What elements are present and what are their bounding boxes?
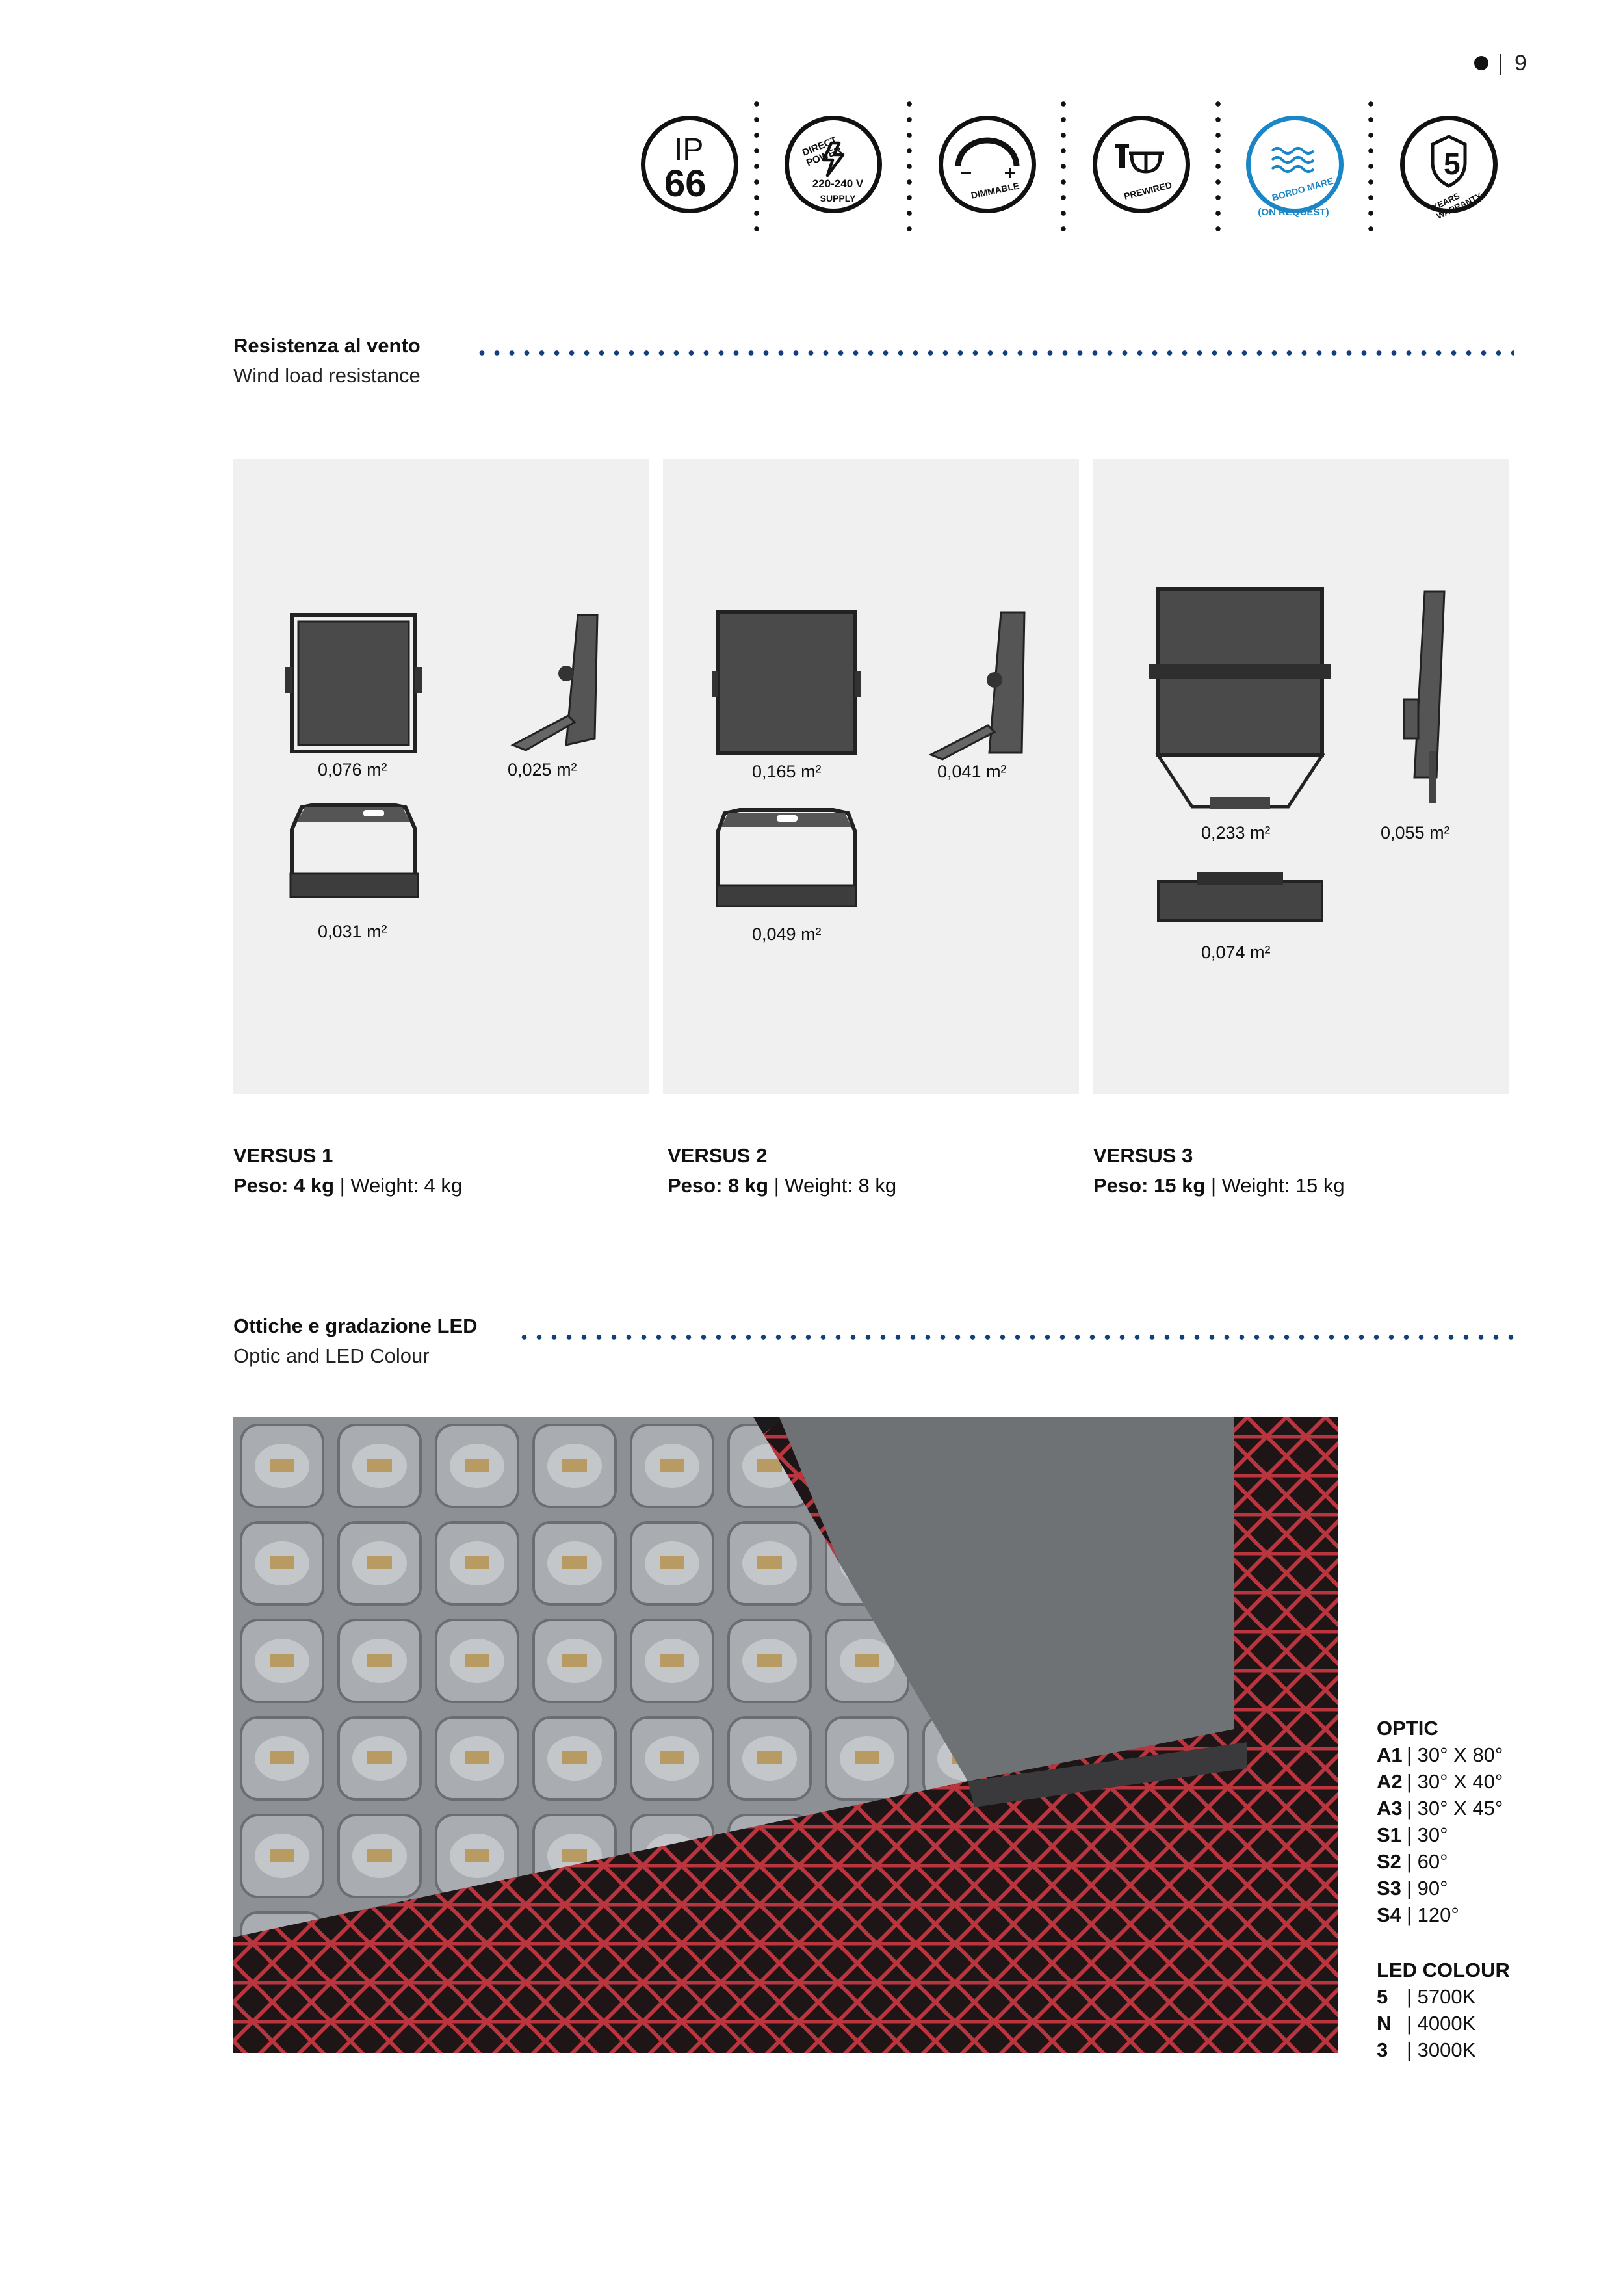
optic-list bbox=[1377, 1715, 1503, 1928]
badge-divider bbox=[1215, 96, 1221, 233]
dimmable-label: DIMMABLE bbox=[970, 180, 1020, 201]
ip66-badge-icon bbox=[641, 116, 738, 213]
led-colour-list bbox=[1377, 1957, 1510, 2063]
badge-divider bbox=[754, 96, 759, 233]
wind-dotted-rule bbox=[474, 350, 1514, 356]
optic-item: A2 | 30° X 40° bbox=[1377, 1770, 1503, 1793]
peso-label: Peso: 15 kg bbox=[1093, 1174, 1206, 1197]
power-top-label: DIRECT POWER bbox=[800, 135, 844, 169]
page-separator: | bbox=[1498, 51, 1503, 75]
dimmable-badge-icon bbox=[939, 116, 1036, 213]
front-area: 0,233 m² bbox=[1201, 823, 1271, 842]
led-colour-item: N | 4000K bbox=[1377, 2012, 1476, 2035]
warranty-number: 5 bbox=[1444, 147, 1461, 181]
versus-2-drawing-panel bbox=[663, 459, 1079, 1094]
weight-label: | Weight: 8 kg bbox=[773, 1174, 897, 1197]
product-name: VERSUS 2 bbox=[668, 1144, 768, 1167]
product-name: VERSUS 3 bbox=[1093, 1144, 1193, 1167]
optic-item: S1 | 30° bbox=[1377, 1823, 1448, 1846]
bordo-mare-badge-icon bbox=[1246, 116, 1344, 213]
optic-item: S4 | 120° bbox=[1377, 1903, 1459, 1926]
side-area: 0,025 m² bbox=[508, 760, 577, 779]
wind-title-it: Resistenza al vento bbox=[233, 334, 421, 357]
product-weight bbox=[668, 1174, 896, 1197]
badge-divider bbox=[907, 96, 912, 233]
power-voltage: 220-240 V bbox=[812, 177, 864, 190]
bottom-area: 0,049 m² bbox=[752, 924, 822, 944]
badge-divider bbox=[1061, 96, 1066, 233]
led-module-photo bbox=[233, 1417, 1338, 2053]
weight-label: | Weight: 4 kg bbox=[339, 1174, 463, 1197]
bordo-label: BORDO MARE bbox=[1271, 175, 1334, 203]
weight-label: | Weight: 15 kg bbox=[1210, 1174, 1345, 1197]
product-weight bbox=[233, 1174, 462, 1197]
optics-title-it: Ottiche e gradazione LED bbox=[233, 1314, 478, 1337]
led-colour-item: 3 | 3000K bbox=[1377, 2039, 1476, 2061]
warranty-label: YEARS WARRANTY bbox=[1431, 190, 1483, 222]
front-area: 0,165 m² bbox=[752, 762, 822, 781]
optics-dotted-rule bbox=[517, 1335, 1514, 1340]
peso-label: Peso: 4 kg bbox=[233, 1174, 335, 1197]
optic-item: S2 | 60° bbox=[1377, 1850, 1448, 1873]
bordo-note: (ON REQUEST) bbox=[1258, 207, 1329, 218]
versus-1-drawing-panel bbox=[233, 459, 649, 1094]
warranty-badge-icon bbox=[1400, 116, 1498, 222]
front-area: 0,076 m² bbox=[318, 760, 387, 779]
ip-label: IP bbox=[674, 133, 704, 167]
side-area: 0,041 m² bbox=[937, 762, 1007, 781]
page-bullet-icon bbox=[1474, 56, 1488, 70]
prewired-badge-icon bbox=[1093, 116, 1190, 213]
optic-item: S3 | 90° bbox=[1377, 1877, 1448, 1899]
power-bottom-label: SUPPLY bbox=[820, 193, 856, 203]
direct-power-badge-icon bbox=[785, 116, 882, 213]
side-area: 0,055 m² bbox=[1381, 823, 1450, 842]
product-name: VERSUS 1 bbox=[233, 1144, 333, 1167]
led-colour-title: LED COLOUR bbox=[1377, 1959, 1510, 1981]
optic-item: A3 | 30° X 45° bbox=[1377, 1797, 1503, 1820]
wind-title-en: Wind load resistance bbox=[233, 364, 421, 387]
optic-title: OPTIC bbox=[1377, 1717, 1438, 1740]
optics-title-en: Optic and LED Colour bbox=[233, 1344, 430, 1367]
page-number: 9 bbox=[1514, 51, 1527, 75]
optic-item: A1 | 30° X 80° bbox=[1377, 1743, 1503, 1766]
versus-3-drawing-panel bbox=[1093, 459, 1509, 1094]
led-colour-item: 5 | 5700K bbox=[1377, 1985, 1476, 2008]
versus-2-drawings bbox=[663, 459, 1079, 1094]
versus-1-drawings bbox=[233, 459, 649, 1094]
ip-rating: 66 bbox=[664, 163, 707, 205]
badge-divider bbox=[1368, 96, 1373, 233]
versus-3-drawings bbox=[1093, 459, 1509, 1094]
peso-label: Peso: 8 kg bbox=[668, 1174, 769, 1197]
bottom-area: 0,074 m² bbox=[1201, 943, 1271, 962]
product-weight bbox=[1093, 1174, 1345, 1197]
bottom-area: 0,031 m² bbox=[318, 922, 387, 941]
prewired-label: PREWIRED bbox=[1123, 179, 1173, 202]
